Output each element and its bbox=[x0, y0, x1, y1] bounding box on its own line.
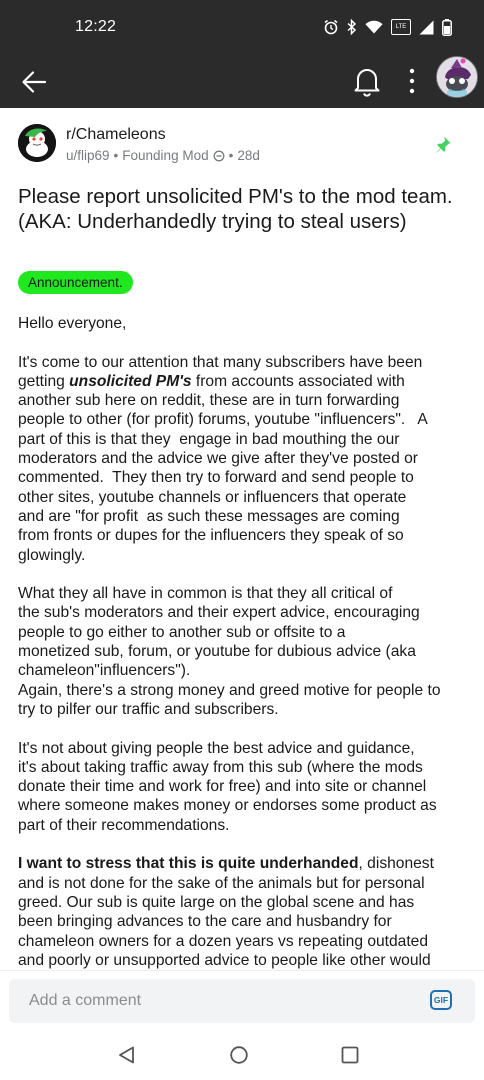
body-line: been bringing advances to the care and husbandry for bbox=[18, 913, 392, 931]
body-line: part of this is that they engage in bad mouthing the our bbox=[18, 430, 400, 448]
nav-home-icon[interactable] bbox=[229, 1045, 249, 1065]
signal-icon bbox=[419, 20, 434, 35]
body-line: It's not about giving people the best advice and guidance, bbox=[18, 739, 415, 757]
body-text: from accounts associated with bbox=[191, 372, 405, 390]
body-line: from fronts or dupes for the influencers they speak of so bbox=[18, 527, 404, 545]
body-text: , dishonest bbox=[358, 855, 434, 873]
meta-separator: • bbox=[228, 148, 234, 163]
post-age: 28d bbox=[237, 148, 260, 163]
back-arrow-icon[interactable] bbox=[18, 66, 50, 98]
body-line: and is not done for the sake of the animals but for personal bbox=[18, 874, 425, 892]
wifi-icon bbox=[365, 20, 383, 34]
subreddit-name[interactable]: r/Chameleons bbox=[66, 126, 166, 143]
body-line: try to pilfer our traffic and subscribers. bbox=[18, 700, 279, 718]
body-line: chameleon owners for a dozen years vs repeating outdated bbox=[18, 932, 429, 950]
body-line: another sub here on reddit, these are in turn forwarding bbox=[18, 392, 400, 410]
gif-label: GIF bbox=[433, 995, 449, 1005]
status-time: 12:22 bbox=[75, 18, 117, 35]
body-line: and poorly or unsupported advice to people like other would bbox=[18, 951, 431, 969]
more-vert-icon[interactable] bbox=[403, 64, 421, 98]
volte-icon bbox=[391, 19, 411, 35]
comment-bar bbox=[0, 970, 484, 1031]
body-paragraph bbox=[18, 854, 466, 970]
post-meta bbox=[66, 148, 260, 163]
post-body bbox=[18, 314, 466, 989]
user-avatar-icon bbox=[437, 57, 477, 97]
body-line: where someone makes money or endorses some product as bbox=[18, 797, 437, 815]
body-line: donate their time and work for free) and into site or channel bbox=[18, 778, 427, 796]
body-line bbox=[18, 854, 466, 873]
nav-recents-icon[interactable] bbox=[340, 1045, 360, 1065]
body-line: chameleon"influencers"). bbox=[18, 662, 191, 680]
battery-icon bbox=[442, 19, 452, 36]
body-line: people to other (for profit) forums, youtube "influencers". A bbox=[18, 411, 428, 429]
post-title: Please report unsolicited PM's to the mod team. (AKA: Underhandedly trying to steal users) bbox=[18, 185, 453, 233]
body-paragraph bbox=[18, 353, 466, 565]
body-line: moderators and the advice we give after they've posted or bbox=[18, 450, 418, 468]
nav-back-icon[interactable] bbox=[117, 1045, 137, 1065]
body-line: commented. They then try to forward and send people to bbox=[18, 469, 414, 487]
body-line: Hello everyone, bbox=[18, 315, 127, 332]
meta-separator: • bbox=[113, 148, 119, 163]
body-line: greed. Our sub is quite large on the global scene and has bbox=[18, 893, 415, 911]
body-paragraph bbox=[18, 739, 466, 835]
post-flair[interactable]: Announcement. bbox=[18, 271, 133, 294]
body-line: What they all have in common is that they all critical of bbox=[18, 585, 393, 603]
app-bar bbox=[0, 56, 484, 108]
volte-label: LTE bbox=[395, 24, 407, 30]
pin-icon bbox=[434, 135, 452, 153]
body-emphasis: unsolicited PM's bbox=[69, 372, 192, 390]
status-icons bbox=[323, 16, 452, 38]
subreddit-avatar[interactable] bbox=[18, 124, 56, 162]
body-line: It's come to our attention that many subscribers have been bbox=[18, 353, 423, 371]
bell-icon[interactable] bbox=[352, 64, 382, 98]
comment-input[interactable] bbox=[9, 979, 475, 1023]
user-avatar[interactable] bbox=[436, 56, 478, 98]
body-line: glowingly. bbox=[18, 546, 86, 564]
post-header bbox=[0, 108, 484, 178]
body-paragraph bbox=[18, 584, 466, 719]
subreddit-avatar-icon bbox=[18, 124, 56, 162]
body-line: monetized sub, forum, or youtube for dubious advice (aka bbox=[18, 643, 416, 661]
body-line: other sites, youtube channels or influencers that operate bbox=[18, 488, 407, 506]
body-line: Again, there's a strong money and greed motive for people to bbox=[18, 681, 441, 699]
body-line: and are "for profit as such these messages are coming bbox=[18, 507, 400, 525]
body-line bbox=[18, 372, 466, 391]
author-flair: Founding Mod bbox=[122, 148, 209, 163]
body-line: the sub's moderators and their expert advice, encouraging bbox=[18, 604, 420, 622]
body-line: people to go either to another sub or offsite to a bbox=[18, 623, 346, 641]
body-line: part of their recommendations. bbox=[18, 816, 230, 834]
bluetooth-icon bbox=[347, 19, 357, 35]
comment-placeholder: Add a comment bbox=[29, 992, 142, 1009]
gif-button[interactable] bbox=[430, 990, 452, 1010]
author-name[interactable]: u/flip69 bbox=[66, 148, 110, 163]
status-bar bbox=[0, 0, 484, 56]
body-paragraph bbox=[18, 314, 466, 333]
system-nav-bar bbox=[0, 1030, 484, 1080]
body-text: getting bbox=[18, 372, 70, 390]
alarm-icon bbox=[323, 19, 339, 35]
body-line: it's about taking traffic away from this sub (where the mods bbox=[18, 758, 423, 776]
mod-shield-icon bbox=[213, 150, 225, 162]
body-bold: I want to stress that this is quite underhanded bbox=[18, 855, 359, 873]
